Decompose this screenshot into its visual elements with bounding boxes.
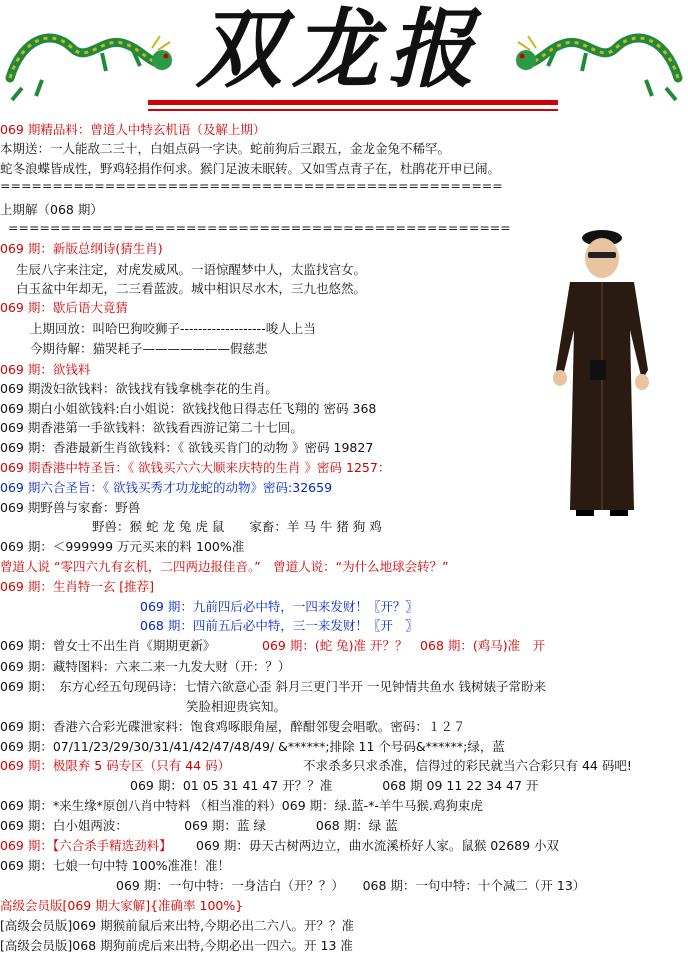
text-line: 生辰八字来注定，对虎发威风。一语惊醒梦中人，太监找宫女。 <box>16 262 367 277</box>
text-line: 蛇冬浪蝶皆成性，野鸡轻捐作何求。猴门足波未眠转。又如雪点青子在，杜鹃花开申已闹。 <box>0 161 501 176</box>
section-heading: 069 期：歇后语大竟猜 <box>0 300 128 315</box>
text-line: 069 期：(蛇 兔)准 开？？ 068 期：(鸡马)准 开 <box>262 638 546 653</box>
text-line: 069 期：＜999999 万元买来的料 100%准 <box>0 539 245 554</box>
text-line: 069 期香港中特圣旨：《 欲钱买六六大顺来庆特的生肖 》密码 1257： <box>0 460 391 475</box>
text-line: 069 期野兽与家畜：野兽 <box>0 500 141 515</box>
text-line: 069 期：极限弃 5 码专区（只有 44 码） <box>0 758 231 773</box>
text-line: 069 期：07/11/23/29/30/31/41/42/47/48/49/ &******;排除 11 个号码&******;绿，蓝 <box>0 739 505 754</box>
text-line: 上期回放：叫哈巴狗咬狮子-------------------唆人上当 <box>30 321 316 336</box>
text-line: 069 期： 东方心经五句现码诗：七情六欲意心歪 斜月三更门半开 一见钟情共鱼水 钱树婊子常盼来 <box>0 679 547 694</box>
text-line: 069 期：七娘一句中特 100%准准！准！ <box>0 858 231 873</box>
text-line: 069 期：香港最新生肖欲钱料：《 欲钱买肯门的动物 》密码 19827 <box>0 440 374 455</box>
text-line: 本期送：一人能敌二三十，白姐点码一字诀。蛇前狗后三跟五，金龙金兔不稀罕。 <box>0 141 451 156</box>
text-line: 069 期：毋天古树两边立，曲水流溪桥好人家。鼠猴 02689 小双 <box>196 838 560 853</box>
text-line: 069 期：香港六合彩光碟泄家料：饱食鸡啄眼角屋，醉酣邻叟会唱歌。密码：１２７ <box>0 719 466 734</box>
dragon-left-icon <box>2 8 172 108</box>
text-line: 笑脸相迎贵宾知。 <box>186 699 287 714</box>
text-line: [高级会员版]068 期狗前虎后来出特,今期必出一四六。开 13 准 <box>0 938 353 953</box>
text-line: 069 期：【六合杀手精选劲料】 <box>0 838 172 853</box>
section-heading: 069 期：新版总纲诗(猜生肖) <box>0 241 163 256</box>
text-line: 069 期：曾女士不出生肖《期期更新》 <box>0 638 216 653</box>
section-heading: 高级会员版[069 期大家解]{准确率 100%} <box>0 898 244 913</box>
text-line: 曾道人说 “零四六九有玄机，二四两边报佳音。” 曾道人说：“为什么地球会转？” <box>0 559 449 574</box>
title-underline-thin <box>148 109 558 111</box>
separator-line: ================================================ <box>8 220 511 235</box>
separator-line: ================================================ <box>0 178 503 193</box>
section-heading: 069 期：生肖特一玄 [推荐] <box>0 579 155 594</box>
text-line: 069 期香港第一手欲钱料：欲钱看西游记第二十七回。 <box>0 420 303 435</box>
dragon-right-icon <box>516 8 686 108</box>
text-line: 069 期：九前四后必中特，一四来发财！〖开？〗 <box>140 599 418 614</box>
text-line: 069 期：01 05 31 41 47 开？？准 068 期 09 11 22 34 47 开 <box>130 778 539 793</box>
text-line: 069 期精品料：曾道人中特玄机语（及解上期） <box>0 122 266 137</box>
text-line: 069 期泼妇欲钱料：欲钱找有钱拿桃李花的生肖。 <box>0 381 278 396</box>
text-line: 069 期六合圣旨：《 欲钱买秀才功龙蛇的动物》密码:32659 <box>0 480 333 495</box>
text-line: 今期待解：猫哭耗子———————假慈悲 <box>30 341 268 356</box>
masthead <box>0 0 688 120</box>
section-heading: 069 期：欲钱料 <box>0 362 91 377</box>
text-line: 069 期白小姐欲钱料:白小姐说：欲钱找他日得志任飞翔的 密码 368 <box>0 401 377 416</box>
text-line: 上期解（068 期） <box>0 202 103 217</box>
text-line: 069 期：*来生缘*原创八肖中特料 （相当准的料）069 期：绿.蓝-*-羊牛马猴.鸡狗束虎 <box>0 798 483 813</box>
text-line: 069 期：藏特图料：六来二来一九发大财（开：？） <box>0 659 291 674</box>
text-line: 069 期：白小姐两波： 069 期：蓝 绿 068 期：绿 蓝 <box>0 818 398 833</box>
title-underline-thick <box>148 100 558 105</box>
text-line: 白玉盆中年却无，二三看蓝波。城中相识尽水木，三九也悠然。 <box>16 281 367 296</box>
text-line: 069 期：一句中特：一身洁白（开？？） 068 期：一句中特：十个减二（开 13） <box>116 878 586 893</box>
newspaper-title: 双龙报 <box>196 0 484 100</box>
man-figure-image <box>530 220 670 520</box>
text-line: 068 期：四前五后必中特，三一来发财！〖开 〗 <box>140 618 418 633</box>
text-line: [高级会员版]069 期猴前鼠后来出特,今期必出二六八。开？？准 <box>0 918 355 933</box>
text-line: 不求杀多只求杀准，信得过的彩民就当六合彩只有 44 码吧! <box>303 758 632 773</box>
text-line: 野兽：猴 蛇 龙 兔 虎 鼠 家畜：羊 马 牛 猪 狗 鸡 <box>92 519 382 534</box>
